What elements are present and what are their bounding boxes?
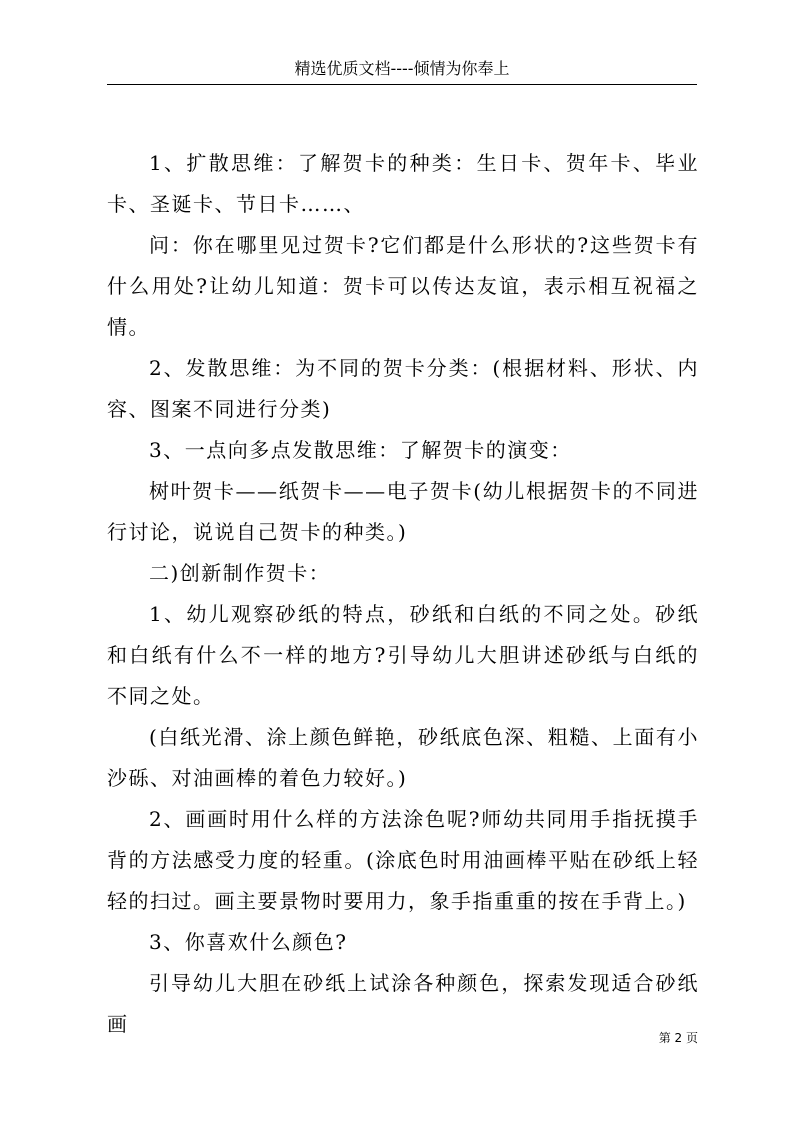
paragraph: 问：你在哪里见过贺卡?它们都是什么形状的?这些贺卡有什么用处?让幼儿知道：贺卡可以传达友谊，表示相互祝福之情。 <box>107 233 699 339</box>
page-header <box>107 58 697 85</box>
paragraph: 3、一点向多点发散思维：了解贺卡的演变： <box>149 438 572 462</box>
paragraph: (白纸光滑、涂上颜色鲜艳，砂纸底色深、粗糙、上面有小沙砾、对油画棒的着色力较好。) <box>107 725 699 790</box>
document-body <box>107 143 699 1045</box>
paragraph: 2、发散思维：为不同的贺卡分类：(根据材料、形状、内容、图案不同进行分类) <box>107 356 699 421</box>
paragraph: 引导幼儿大胆在砂纸上试涂各种颜色，探索发现适合砂纸画 <box>107 971 699 1036</box>
paragraph: 1、扩散思维：了解贺卡的种类：生日卡、贺年卡、毕业卡、圣诞卡、节日卡……、 <box>107 151 699 216</box>
paragraph: 二)创新制作贺卡： <box>149 561 331 585</box>
paragraph: 3、你喜欢什么颜色? <box>149 930 348 954</box>
page-number: 第 2 页 <box>658 1031 698 1045</box>
paragraph: 2、画画时用什么样的方法涂色呢?师幼共同用手指抚摸手背的方法感受力度的轻重。(涂底色时用油画棒平贴在砂纸上轻轻的扫过。画主要景物时要用力，象手指重重的按在手背上。) <box>107 807 699 913</box>
paragraph: 树叶贺卡——纸贺卡——电子贺卡(幼儿根据贺卡的不同进行讨论，说说自己贺卡的种类。) <box>107 479 699 544</box>
header-text: 精选优质文档----倾情为你奉上 <box>294 59 510 78</box>
page-footer <box>640 1030 698 1046</box>
paragraph: 1、幼儿观察砂纸的特点，砂纸和白纸的不同之处。砂纸和白纸有什么不一样的地方?引导幼儿大胆讲述砂纸与白纸的不同之处。 <box>107 602 699 708</box>
